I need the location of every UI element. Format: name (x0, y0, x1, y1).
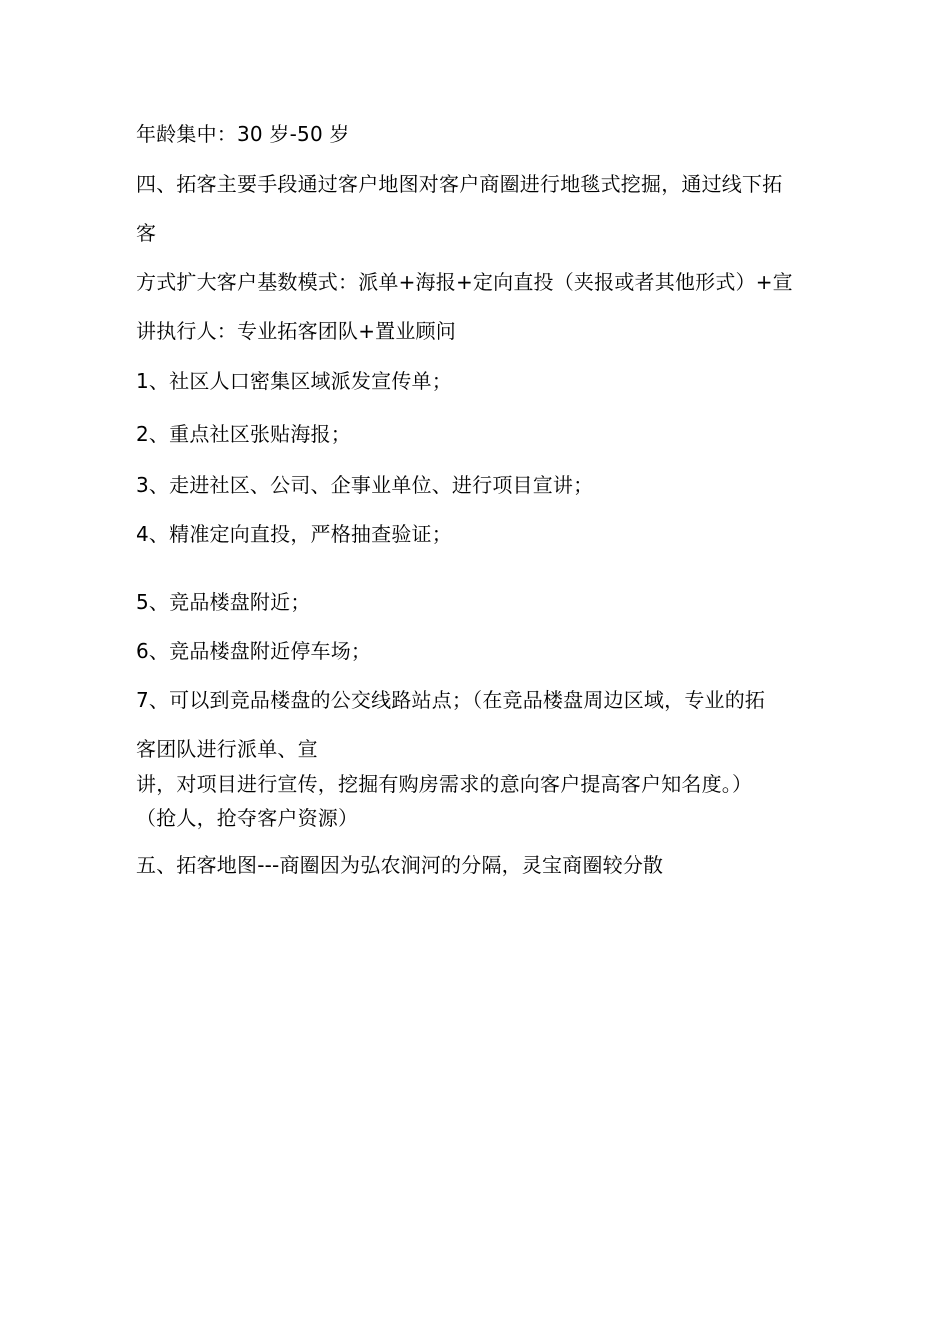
list-item-7: 7、可以到竞品楼盘的公交线路站点；（在竞品楼盘周边区域，专业的拓 (136, 688, 766, 712)
text-line-section-five-heading: 五、拓客地图---商圈因为弘农涧河的分隔，灵宝商圈较分散 (136, 853, 664, 877)
text-line-section-four-continued: 客 (136, 221, 157, 245)
list-item-7-continued-3: （抢人，抢夺客户资源） (136, 806, 359, 830)
list-item-4: 4、精准定向直投，严格抽查验证； (136, 522, 452, 546)
list-item-7-continued-2: 讲，对项目进行宣传，挖掘有购房需求的意向客户提高客户知名度。） (136, 772, 753, 796)
text-line-age-range: 年龄集中：30 岁-50 岁 (136, 122, 350, 146)
list-item-1: 1、社区人口密集区域派发宣传单； (136, 369, 452, 393)
list-item-2: 2、重点社区张贴海报； (136, 422, 351, 446)
text-line-executors: 讲执行人：专业拓客团队+置业顾问 (136, 319, 456, 343)
list-item-3: 3、走进社区、公司、企事业单位、进行项目宣讲； (136, 473, 594, 497)
text-line-section-four-heading: 四、拓客主要手段通过客户地图对客户商圈进行地毯式挖掘，通过线下拓 (136, 172, 783, 196)
list-item-5: 5、竞品楼盘附近； (136, 590, 311, 614)
list-item-7-continued-1: 客团队进行派单、宣 (136, 737, 318, 761)
text-line-methods: 方式扩大客户基数模式：派单+海报+定向直投（夹报或者其他形式）+宣 (136, 270, 793, 294)
list-item-6: 6、竞品楼盘附近停车场； (136, 639, 372, 663)
